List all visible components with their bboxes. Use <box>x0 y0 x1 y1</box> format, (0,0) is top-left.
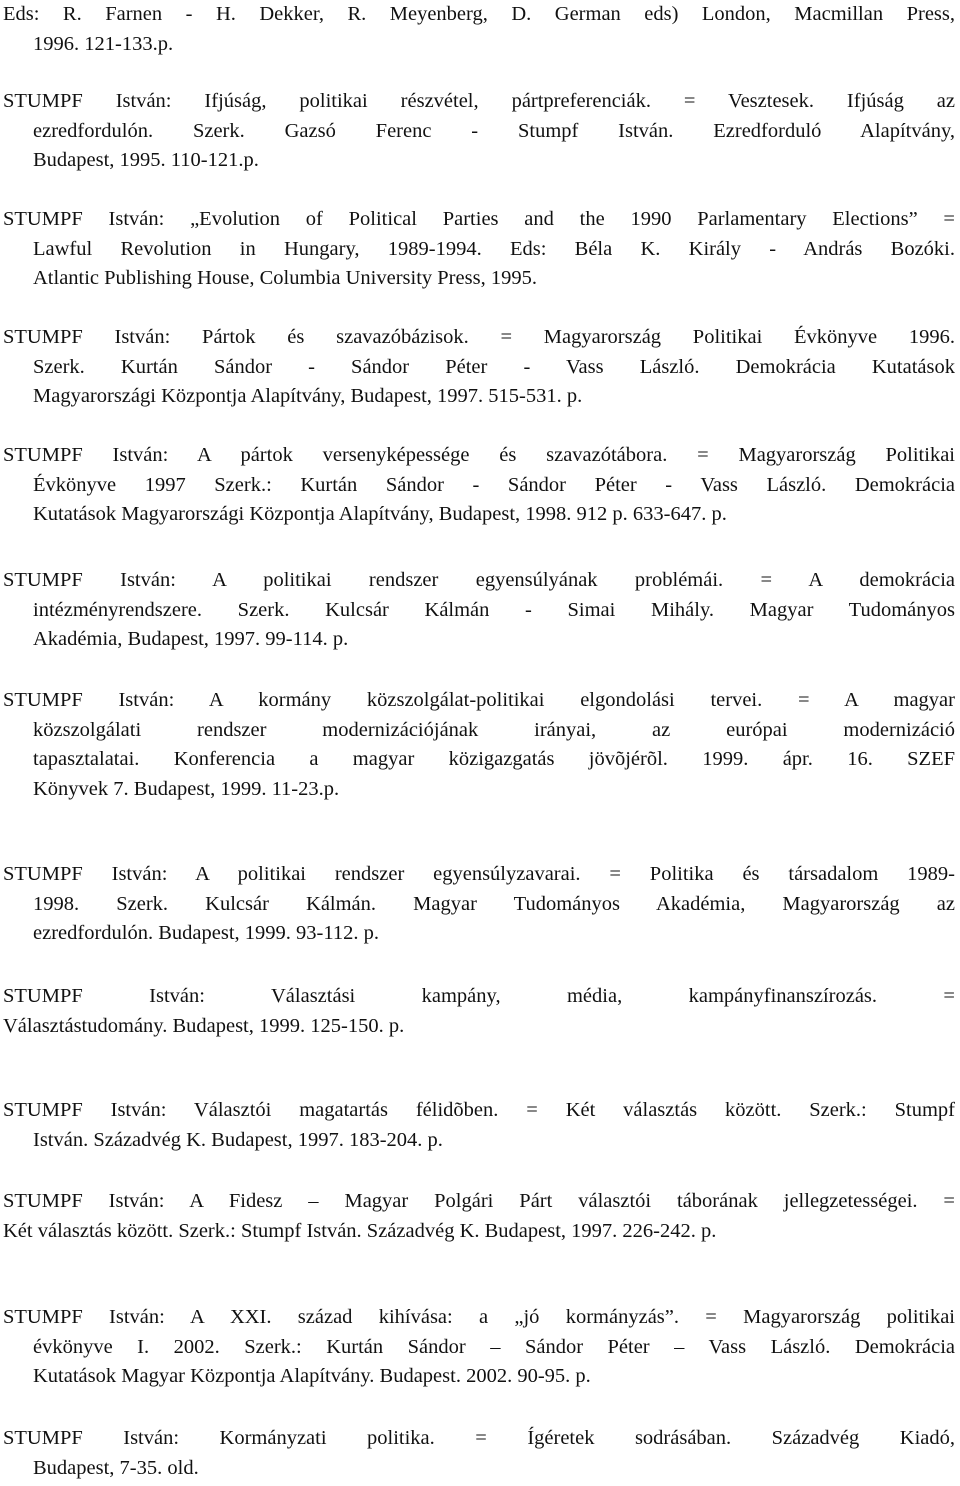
entry-line: Szerk. Kurtán Sándor - Sándor Péter - Vass László. Demokrácia Kutatások <box>33 355 955 378</box>
entry-line: évkönyve I. 2002. Szerk.: Kurtán Sándor – Sándor Péter – Vass László. Demokrácia <box>33 1335 955 1358</box>
bibliography-entry <box>3 1424 955 1483</box>
entry-line: Könyvek 7. Budapest, 1999. 11-23.p. <box>33 777 340 800</box>
bibliography-entry <box>3 1187 955 1246</box>
entry-line: István. Századvég K. Budapest, 1997. 183-204. p. <box>33 1128 443 1151</box>
entry-line: Akadémia, Budapest, 1997. 99-114. p. <box>33 628 349 650</box>
bibliography-entry <box>3 686 955 804</box>
entry-line: STUMPF István: A pártok versenyképessége és szavazótábora. = Magyarország Politikai <box>3 444 955 466</box>
entry-line: STUMPF István: A politikai rendszer egyensúlyának problémái. = A demokrácia <box>3 569 955 591</box>
entry-line: Magyarországi Központja Alapítvány, Budapest, 1997. 515-531. p. <box>33 385 583 407</box>
entry-line: Évkönyve 1997 Szerk.: Kurtán Sándor - Sándor Péter - Vass László. Demokrácia <box>33 473 955 496</box>
entry-line: STUMPF István: A Fidesz – Magyar Polgári Párt választói táborának jellegzetességei. = <box>3 1190 955 1212</box>
entry-line: Választástudomány. Budapest, 1999. 125-150. p. <box>3 1014 405 1037</box>
entry-line: STUMPF István: Választói magatartás félidõben. = Két választás között. Szerk.: Stumpf <box>3 1099 955 1121</box>
entry-line: STUMPF István: A politikai rendszer egyensúlyzavarai. = Politika és társadalom 1989- <box>3 863 955 885</box>
entry-line: STUMPF István: A kormány közszolgálat-politikai elgondolási tervei. = A magyar <box>3 689 955 711</box>
entry-line: közszolgálati rendszer modernizációjának irányai, az európai modernizáció <box>33 718 955 741</box>
entry-line: STUMPF István: Ifjúság, politikai részvétel, pártpreferenciák. = Vesztesek. Ifjúság az <box>3 90 955 112</box>
bibliography-entry <box>3 0 955 59</box>
bibliography-entry <box>3 441 955 530</box>
bibliography-entry <box>3 87 955 176</box>
entry-line: Két választás között. Szerk.: Stumpf István. Századvég K. Budapest, 1997. 226-242. p. <box>3 1219 717 1242</box>
entry-line: ezredfordulón. Budapest, 1999. 93-112. p. <box>33 922 379 944</box>
entry-line: Kutatások Magyarországi Központja Alapítvány, Budapest, 1998. 912 p. 633-647. p. <box>33 503 727 525</box>
entry-line: Lawful Revolution in Hungary, 1989-1994. Eds: Béla K. Király - András Bozóki. <box>33 237 955 260</box>
entry-line: STUMPF István: Pártok és szavazóbázisok. = Magyarország Politikai Évkönyve 1996. <box>3 326 955 348</box>
entry-line: 1996. 121-133.p. <box>33 32 174 55</box>
entry-line: ezredfordulón. Szerk. Gazsó Ferenc - Stumpf István. Ezredforduló Alapítvány, <box>33 119 955 142</box>
bibliography-entry <box>3 982 955 1041</box>
entry-line: STUMPF István: Kormányzati politika. = Ígéretek sodrásában. Századvég Kiadó, <box>3 1427 955 1449</box>
bibliography-entry <box>3 1096 955 1155</box>
entry-line: Kutatások Magyar Központja Alapítvány. Budapest. 2002. 90-95. p. <box>33 1365 591 1387</box>
entry-line: intézményrendszere. Szerk. Kulcsár Kálmán - Simai Mihály. Magyar Tudományos <box>33 598 955 621</box>
entry-line: STUMPF István: „Evolution of Political Parties and the 1990 Parlamentary Elections” = <box>3 208 955 230</box>
bibliography-entry <box>3 1303 955 1392</box>
bibliography-entry <box>3 860 955 949</box>
bibliography-entry <box>3 566 955 655</box>
bibliography-entry <box>3 205 955 294</box>
entry-line: STUMPF István: Választási kampány, média, kampányfinanszírozás. = <box>3 985 955 1007</box>
entry-line: 1998. Szerk. Kulcsár Kálmán. Magyar Tudományos Akadémia, Magyarország az <box>33 892 955 915</box>
entry-line: STUMPF István: A XXI. század kihívása: a „jó kormányzás”. = Magyarország politikai <box>3 1306 955 1328</box>
entry-line: tapasztalatai. Konferencia a magyar közigazgatás jövõjérõl. 1999. ápr. 16. SZEF <box>33 748 955 770</box>
entry-line: Budapest, 1995. 110-121.p. <box>33 149 259 171</box>
entry-line: Budapest, 7-35. old. <box>33 1456 199 1479</box>
entry-line: Eds: R. Farnen - H. Dekker, R. Meyenberg, D. German eds) London, Macmillan Press, <box>3 3 955 25</box>
entry-line: Atlantic Publishing House, Columbia University Press, 1995. <box>33 267 537 289</box>
bibliography-entry <box>3 323 955 412</box>
